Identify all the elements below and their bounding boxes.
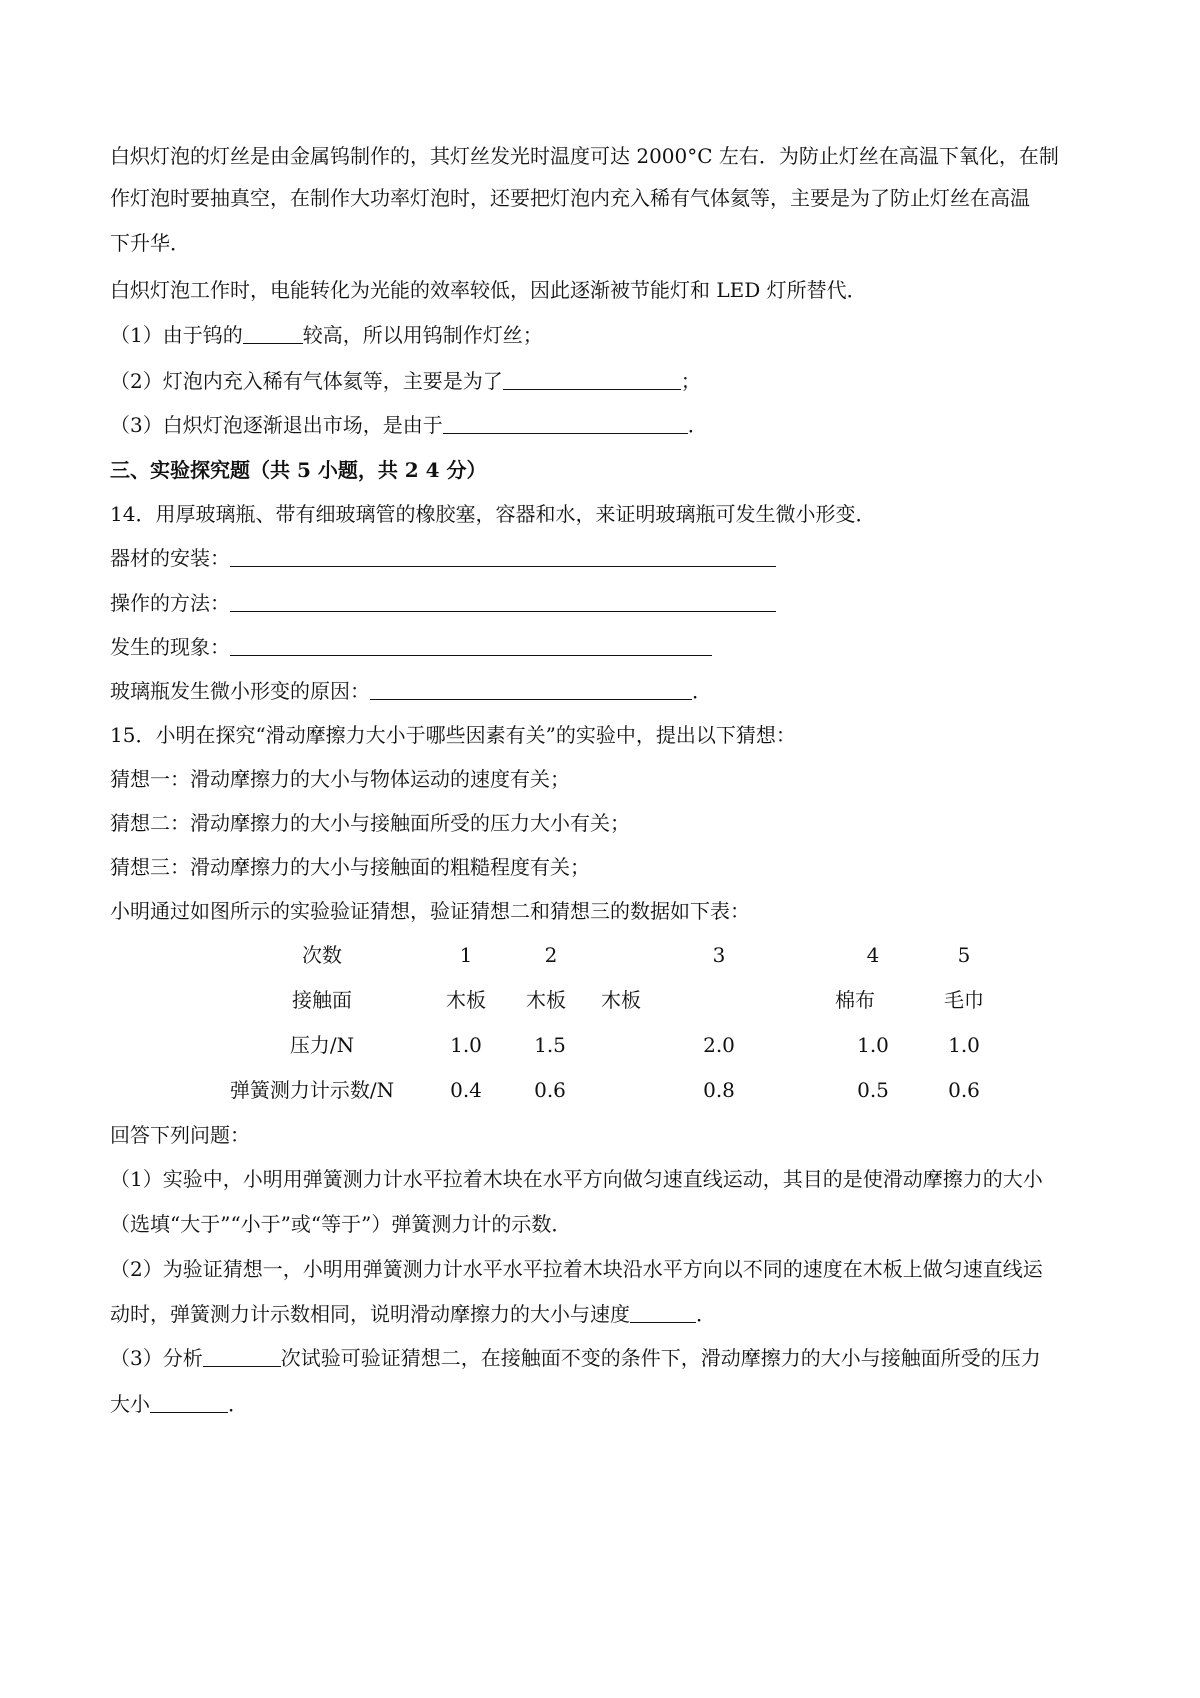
q15-a2-text: ． [696, 1302, 716, 1326]
q13-part1 [110, 321, 543, 349]
table-cell: 0.8 [703, 1078, 735, 1102]
q13-part3-text: （3）白炽灯泡逐渐退出市场，是由于 [110, 413, 443, 437]
answer-blank[interactable] [230, 635, 712, 656]
table-cell: 2 [544, 943, 558, 967]
q15-guess1: 猜想一：滑动摩擦力的大小与物体运动的速度有关； [110, 767, 570, 791]
passage-line: 白炽灯泡的灯丝是由金属钨制作的，其灯丝发光时温度可达 2000°C 左右．为防止灯丝在高温下氧化，在制 [110, 144, 1059, 168]
q15-guess2: 猜想二：滑动摩擦力的大小与接触面所受的压力大小有关； [110, 811, 630, 835]
table-cell: 1.0 [948, 1033, 980, 1057]
q15-intro: 小明通过如图所示的实验验证猜想，验证猜想二和猜想三的数据如下表： [110, 899, 750, 923]
table-cell: 3 [712, 943, 726, 967]
answer-blank[interactable] [370, 679, 692, 700]
table-cell: 木板 [526, 988, 566, 1012]
passage-line: 白炽灯泡工作时，电能转化为光能的效率较低，因此逐渐被节能灯和 LED 灯所替代． [110, 278, 867, 302]
q15-stem: 15．小明在探究“滑动摩擦力大小于哪些因素有关”的实验中，提出以下猜想： [110, 723, 796, 747]
q13-part2-text: ； [680, 369, 701, 393]
table-cell: 1 [459, 943, 473, 967]
q15-a3-line1 [110, 1344, 1041, 1372]
q15-a3-text: 大小 [110, 1392, 150, 1416]
q14-stem: 14．用厚玻璃瓶、带有细玻璃管的橡胶塞，容器和水，来证明玻璃瓶可发生微小形变． [110, 502, 876, 526]
q15-guess3: 猜想三：滑动摩擦力的大小与接触面的粗糙程度有关； [110, 855, 590, 879]
table-header: 接触面 [292, 988, 352, 1012]
passage-line: 作灯泡时要抽真空，在制作大功率灯泡时，还要把灯泡内充入稀有气体氦等，主要是为了防止灯丝在高温 [110, 186, 1030, 210]
q14-method-label: 操作的方法： [110, 591, 230, 615]
q15-a2-line: （2）为验证猜想一，小明用弹簧测力计水平水平拉着木块沿水平方向以不同的速度在木板上做匀速直线运 [110, 1257, 1043, 1281]
table-cell: 0.5 [857, 1078, 889, 1102]
q15-a1-line: （1）实验中，小明用弹簧测力计水平拉着木块在水平方向做匀速直线运动，其目的是使滑动摩擦力的大小 [110, 1167, 1043, 1191]
q13-part2-text: （2）灯泡内充入稀有气体氦等，主要是为了 [110, 369, 503, 393]
q14-method [110, 589, 776, 617]
table-cell: 1.5 [534, 1033, 566, 1057]
q13-part1-text: 较高，所以用钨制作灯丝； [302, 323, 543, 347]
table-cell: 0.6 [948, 1078, 980, 1102]
table-cell: 2.0 [703, 1033, 735, 1057]
section-heading: 三、实验探究题（共 5 小题，共 2 4 分） [110, 458, 487, 482]
answer-blank[interactable] [230, 546, 776, 567]
q14-install-label: 器材的安装： [110, 546, 230, 570]
q15-answer-prompt: 回答下列问题： [110, 1123, 250, 1147]
table-cell: 0.4 [450, 1078, 482, 1102]
answer-blank[interactable] [630, 1302, 696, 1323]
q15-a3-text: （3）分析 [110, 1346, 203, 1370]
q13-part3-text: ． [687, 413, 708, 437]
q14-phenomenon [110, 633, 712, 661]
table-header: 压力/N [289, 1033, 355, 1057]
table-cell: 毛巾 [944, 988, 984, 1012]
answer-blank[interactable] [443, 413, 688, 434]
table-cell: 0.6 [534, 1078, 566, 1102]
q14-reason-end: ． [692, 679, 712, 703]
table-header: 次数 [302, 943, 342, 967]
table-header: 弹簧测力计示数/N [229, 1078, 395, 1102]
q13-part1-text: （1）由于钨的 [110, 323, 243, 347]
answer-blank[interactable] [503, 369, 681, 390]
q14-reason [110, 677, 712, 705]
table-cell: 1.0 [450, 1033, 482, 1057]
q15-a3-line2 [110, 1390, 248, 1418]
answer-blank[interactable] [230, 591, 776, 612]
q15-a3-text: 次试验可验证猜想二，在接触面不变的条件下，滑动摩擦力的大小与接触面所受的压力 [280, 1346, 1041, 1370]
table-cell: 5 [957, 943, 971, 967]
q13-part2 [110, 367, 701, 395]
table-cell: 木板 [446, 988, 486, 1012]
table-cell: 1.0 [857, 1033, 889, 1057]
q14-reason-label: 玻璃瓶发生微小形变的原因： [110, 679, 370, 703]
q15-a3-text: ． [228, 1392, 248, 1416]
answer-blank[interactable] [150, 1392, 228, 1413]
table-cell: 棉布 [835, 988, 875, 1012]
q14-phenomenon-label: 发生的现象： [110, 635, 230, 659]
q15-a2-line2 [110, 1300, 716, 1328]
q15-a2-text: 动时，弹簧测力计示数相同，说明滑动摩擦力的大小与速度 [110, 1302, 630, 1326]
answer-blank[interactable] [243, 323, 303, 344]
table-cell: 木板 [601, 988, 641, 1012]
table-cell: 4 [866, 943, 880, 967]
passage-line: 下升华． [110, 231, 190, 255]
answer-blank[interactable] [203, 1346, 281, 1367]
q13-part3 [110, 411, 708, 439]
q14-install [110, 544, 776, 572]
q15-a1-line: （选填“大于”“小于”或“等于”）弹簧测力计的示数． [110, 1212, 572, 1236]
